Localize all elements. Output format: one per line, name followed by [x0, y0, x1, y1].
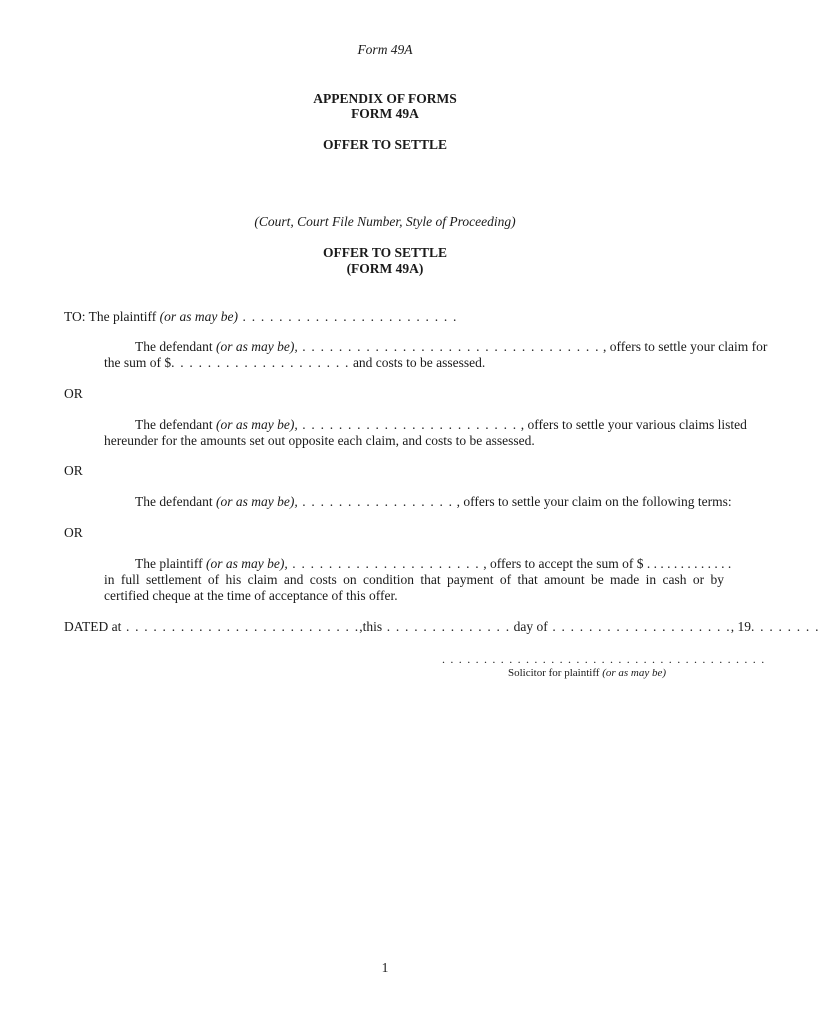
body-title-line2: (FORM 49A) [346, 261, 424, 276]
option3-qualifier: (or as may be), [215, 494, 298, 509]
body-title-line1: OFFER TO SETTLE [322, 245, 448, 260]
signature-role: Solicitor for plaintiff [508, 667, 603, 679]
option4-line2: in full settlement of his claim and costs on condition that payment of that amount be made in cash or by [104, 572, 724, 587]
dated-year-dots: . . . . . . . . [751, 619, 820, 634]
style-of-proceeding: (Court, Court File Number, Style of Proceeding) [254, 214, 516, 229]
option1-line2-dots: . . . . . . . . . . . . . . . . . . . . [171, 355, 350, 370]
dated-this-label: ,this [359, 619, 383, 634]
dated-month-dots: . . . . . . . . . . . . . . . . . . . . [547, 619, 731, 634]
page-number: 1 [381, 960, 389, 975]
option2-lead: The defendant [135, 417, 216, 432]
to-qualifier: (or as may be) [159, 309, 238, 324]
option3-tail: , offers to settle your claim on the following terms: [453, 494, 732, 509]
dated-place-dots: . . . . . . . . . . . . . . . . . . . . . . . . . . [121, 619, 360, 634]
form-label: Form 49A [357, 42, 413, 57]
dated-day-dots: . . . . . . . . . . . . . . [382, 619, 511, 634]
option3-dots: . . . . . . . . . . . . . . . . . [297, 494, 454, 509]
or-label-3: OR [64, 525, 83, 540]
option4-qualifier: (or as may be), [205, 556, 288, 571]
or-label-1: OR [64, 386, 83, 401]
option4-dots: . . . . . . . . . . . . . . . . . . . . . [287, 556, 480, 571]
offer-title: OFFER TO SETTLE [322, 137, 448, 152]
to-dots: . . . . . . . . . . . . . . . . . . . . . . . . [237, 309, 458, 324]
to-prefix: TO: The plaintiff [64, 309, 160, 324]
dated-line [64, 619, 820, 635]
option3-lead: The defendant [135, 494, 216, 509]
option2-line2: hereunder for the amounts set out opposite each claim, and costs to be assessed. [104, 433, 535, 448]
option4-tail: , offers to accept the sum of $ . . . . . . . . . . . . . [479, 556, 732, 571]
option1-tail: , offers to settle your claim for [599, 339, 768, 354]
option4-line3: certified cheque at the time of acceptance of this offer. [104, 588, 398, 603]
signature-qualifier: (or as may be) [602, 667, 667, 679]
option2-dots: . . . . . . . . . . . . . . . . . . . . . . . . [297, 417, 518, 432]
to-line [64, 309, 458, 325]
signature-line: . . . . . . . . . . . . . . . . . . . . . . . . . . . . . . . . . . . . . . . [442, 652, 766, 666]
option2-line1 [135, 417, 747, 433]
option1-line2-tail: and costs to be assessed. [349, 355, 486, 370]
option1-lead: The defendant [135, 339, 216, 354]
option1-line2-prefix: the sum of $ [104, 355, 172, 370]
option1-line1 [135, 339, 767, 355]
option2-qualifier: (or as may be), [215, 417, 298, 432]
option2-tail: , offers to settle your various claims listed [517, 417, 747, 432]
or-label-2: OR [64, 463, 83, 478]
form-number: FORM 49A [351, 106, 419, 121]
option3-line1 [135, 494, 732, 510]
option1-qualifier: (or as may be), [215, 339, 298, 354]
dated-label: DATED at [64, 619, 122, 634]
appendix-title: APPENDIX OF FORMS [313, 91, 457, 106]
option4-line1 [135, 556, 731, 572]
dated-year-prefix: , 19 [730, 619, 752, 634]
dated-day-of-label: day of [510, 619, 548, 634]
signature-label [508, 665, 666, 681]
option1-line2 [104, 355, 485, 371]
option1-dots: . . . . . . . . . . . . . . . . . . . . . . . . . . . . . . . . . [297, 339, 600, 354]
option4-lead: The plaintiff [135, 556, 206, 571]
